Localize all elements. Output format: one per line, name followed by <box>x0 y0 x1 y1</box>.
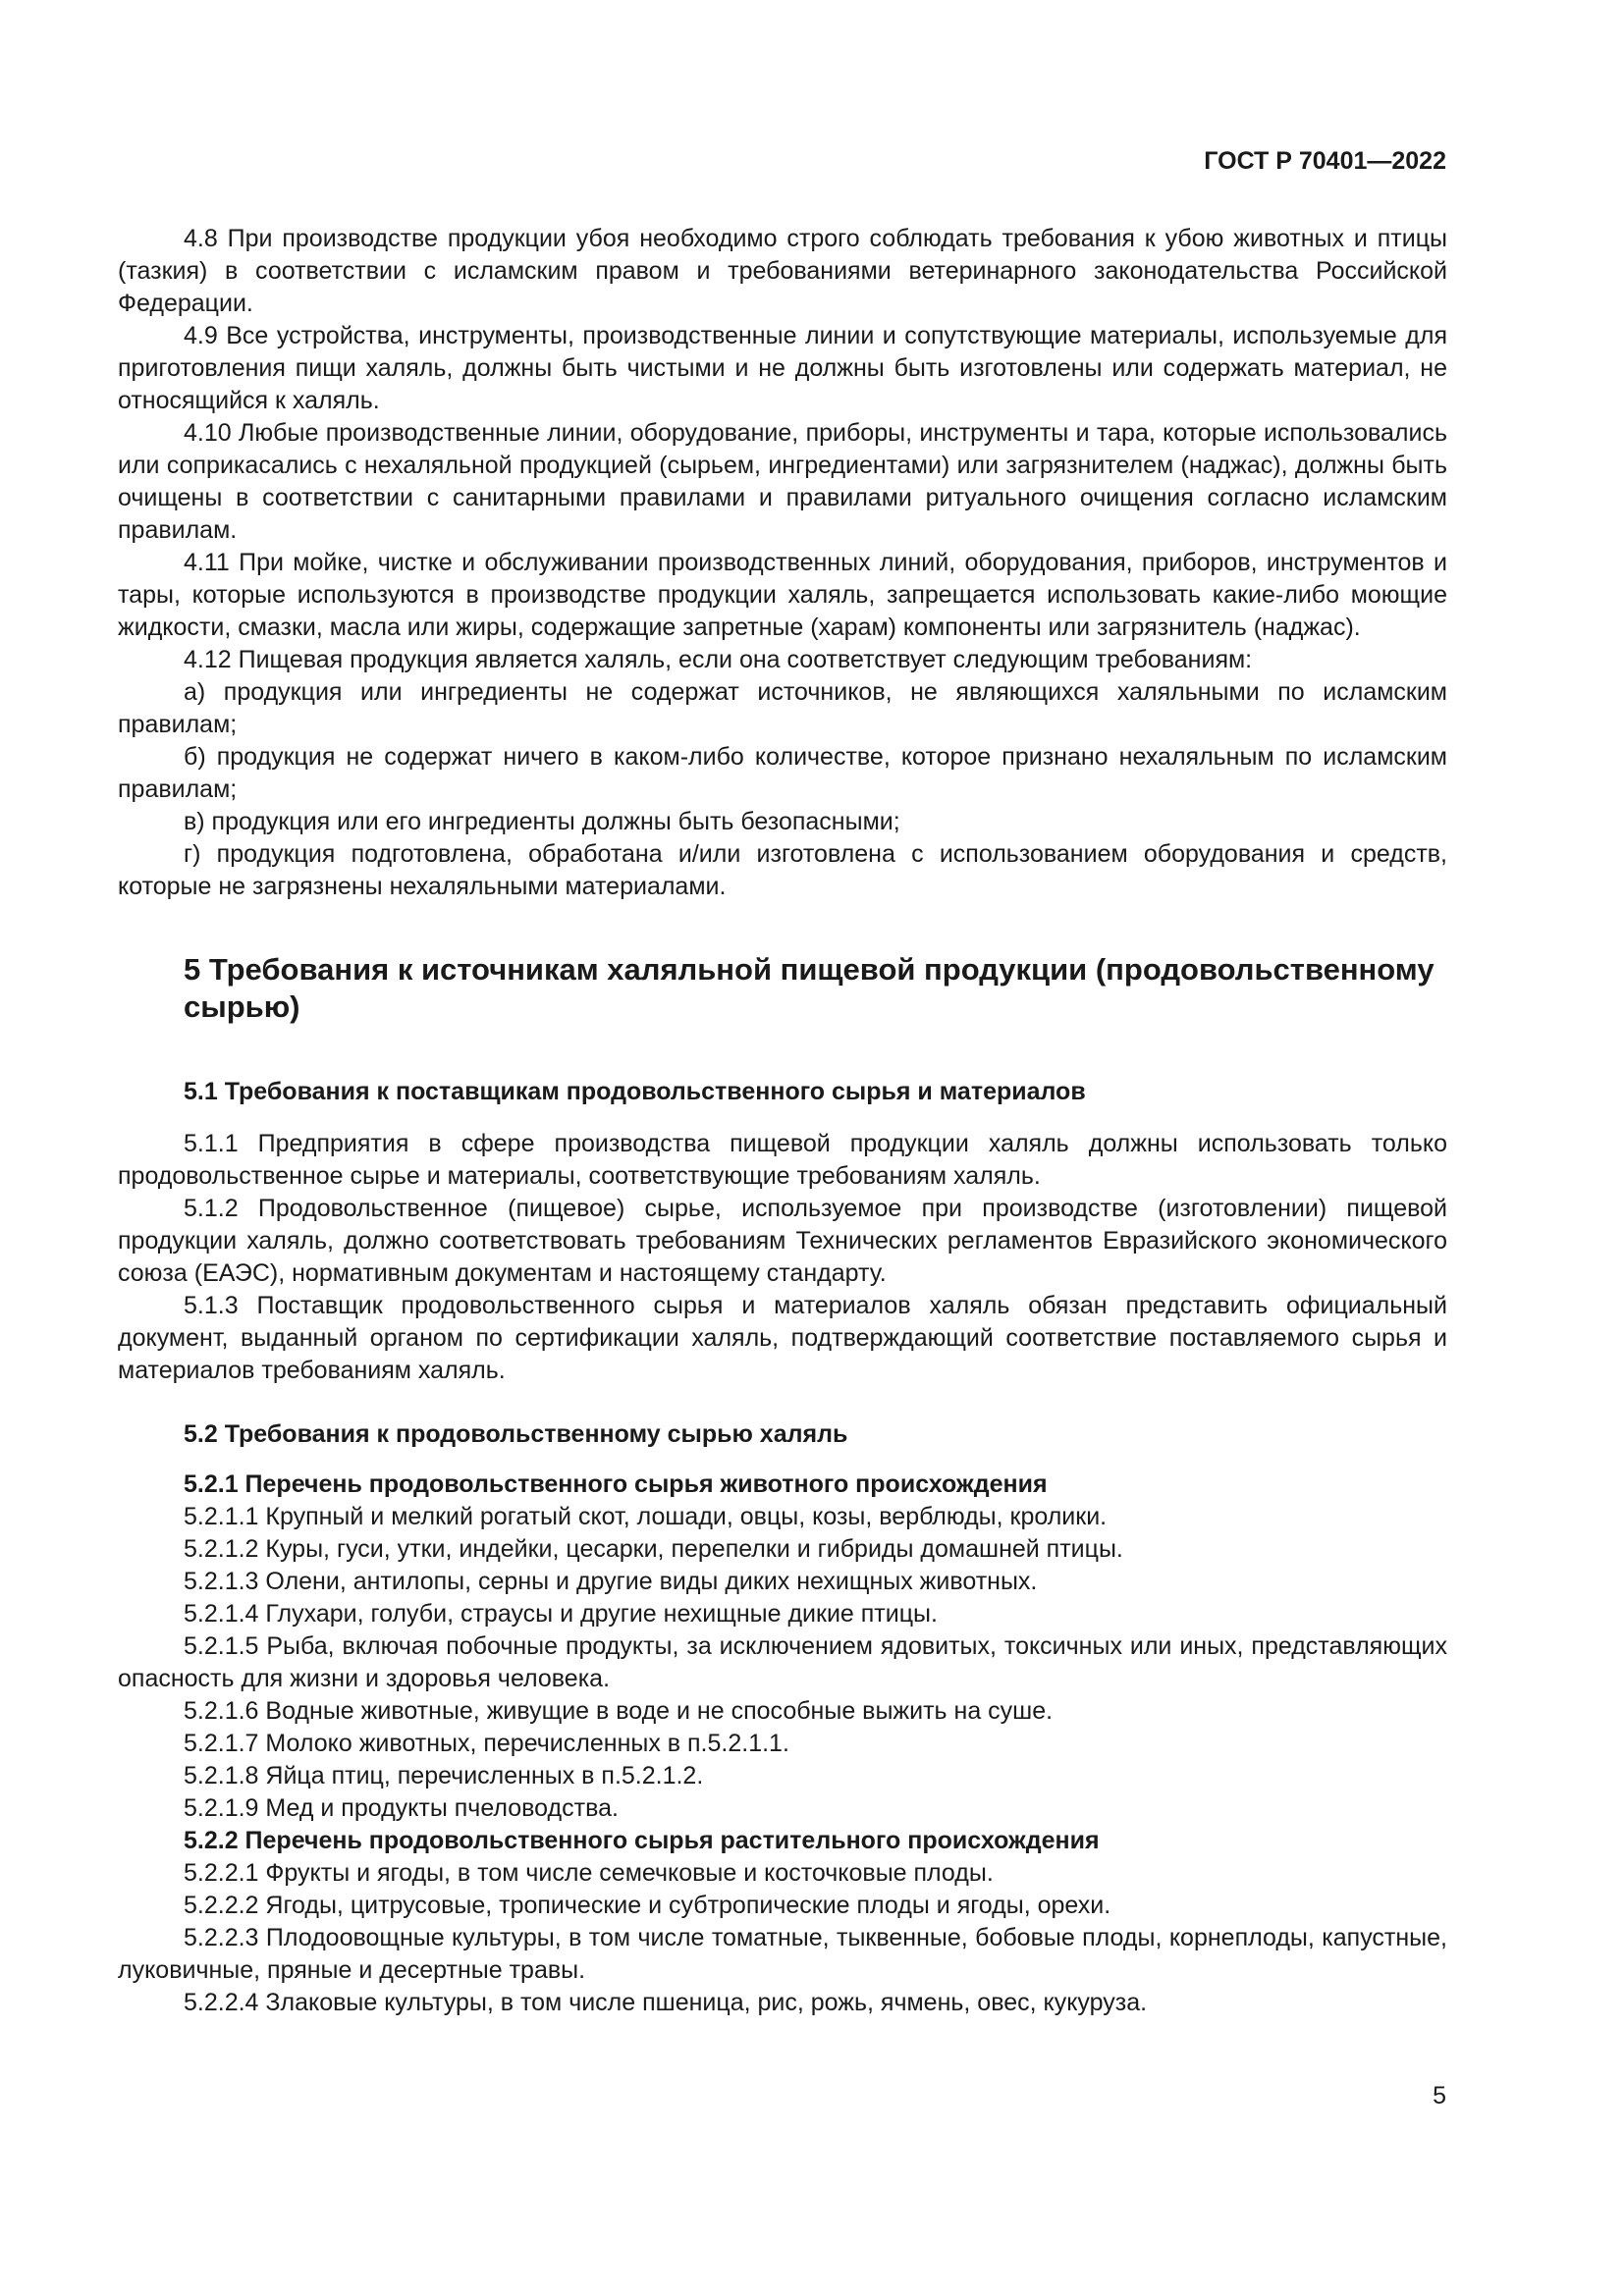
section-5-heading: 5 Требования к источникам халяльной пищевой продукции (продовольственному сырью) <box>184 952 1435 1024</box>
paragraph-5-2-2-4: 5.2.2.4 Злаковые культуры, в том числе пшеница, рис, рожь, ячмень, овес, кукуруза. <box>184 1989 1148 2016</box>
paragraph-5-2-1-7: 5.2.1.7 Молоко животных, перечисленных в п.5.2.1.1. <box>184 1730 789 1757</box>
paragraph-5-2-1-1: 5.2.1.1 Крупный и мелкий рогатый скот, лошади, овцы, козы, верблюды, кролики. <box>184 1503 1108 1530</box>
page-number: 5 <box>1433 2082 1446 2109</box>
paragraph-5-2-1-9: 5.2.1.9 Мед и продукты пчеловодства. <box>184 1794 619 1822</box>
paragraph-5-2-1-8: 5.2.1.8 Яйца птиц, перечисленных в п.5.2.1.2. <box>184 1762 704 1789</box>
paragraph-4-9: 4.9 Все устройства, инструменты, производственные линии и сопутствующие материалы, используемые для приготовления пищи халяль, должны быть чистыми и не должны быть изготовлены или содержать материал, не относящийся к халяль. <box>118 322 1447 414</box>
paragraph-5-2-1-5: 5.2.1.5 Рыба, включая побочные продукты, за исключением ядовитых, токсичных или иных, представляющих опасность для жизни и здоровья человека. <box>118 1632 1447 1692</box>
list-item-b: б) продукция не содержат ничего в каком-либо количестве, которое признано нехаляльным по исламским правилам; <box>118 743 1447 803</box>
list-item-v: в) продукция или его ингредиенты должны быть безопасными; <box>184 808 900 835</box>
paragraph-5-1-3: 5.1.3 Поставщик продовольственного сырья и материалов халяль обязан представить официальный документ, выданный органом по сертификации халяль, подтверждающий соответствие поставляемого сырья и материалов требованиям халяль. <box>118 1292 1447 1384</box>
paragraph-5-2-2-2: 5.2.2.2 Ягоды, цитрусовые, тропические и субтропические плоды и ягоды, орехи. <box>184 1892 1111 1919</box>
paragraph-5-2-2-heading: 5.2.2 Перечень продовольственного сырья растительного происхождения <box>184 1827 1100 1854</box>
paragraph-4-12: 4.12 Пищевая продукция является халяль, если она соответствует следующим требованиям: <box>184 646 1253 673</box>
paragraph-5-1-1: 5.1.1 Предприятия в сфере производства пищевой продукции халяль должны использовать только продовольственное сырье и материалы, соответствующие требованиям халяль. <box>118 1130 1447 1190</box>
list-item-a: а) продукция или ингредиенты не содержат источников, не являющихся халяльными по исламским правилам; <box>118 678 1447 738</box>
paragraph-4-10: 4.10 Любые производственные линии, оборудование, приборы, инструменты и тара, которые использовались или соприкасались с нехаляльной продукцией (сырьем, ингредиентами) или загрязнителем (наджас), должны быть очищены в соответствии с санитарными правилами и правилами ритуального очищения согласно исламским правилам. <box>118 419 1447 544</box>
paragraph-4-11: 4.11 При мойке, чистке и обслуживании производственных линий, оборудования, приборов, инструментов и тары, которые используются в производстве продукции халяль, запрещается использовать какие-либо моющие жидкости, смазки, масла или жиры, содержащие запретные (харам) компоненты или загрязнитель (наджас). <box>118 549 1447 641</box>
list-item-g: г) продукция подготовлена, обработана и/или изготовлена с использованием оборудования и средств, которые не загрязнены нехаляльными материалами. <box>118 840 1447 900</box>
paragraph-5-2-1-6: 5.2.1.6 Водные животные, живущие в воде и не способные выжить на суше. <box>184 1697 1054 1725</box>
document-code: ГОСТ Р 70401—2022 <box>1204 147 1446 175</box>
paragraph-4-8: 4.8 При производстве продукции убоя необходимо строго соблюдать требования к убою животных и птицы (тазкия) в соответствии с исламским правом и требованиями ветеринарного законодательства Российской Федерации. <box>118 225 1447 317</box>
subsection-5-2-heading: 5.2 Требования к продовольственному сырью халяль <box>184 1420 848 1448</box>
paragraph-5-1-2: 5.1.2 Продовольственное (пищевое) сырье, используемое при производстве (изготовлении) пищевой продукции халяль, должно соответствовать требованиям Технических регламентов Евразийского экономического союза (ЕАЭС), нормативным документам и настоящему стандарту. <box>118 1195 1447 1287</box>
paragraph-5-2-2-3: 5.2.2.3 Плодоовощные культуры, в том числе томатные, тыквенные, бобовые плоды, корнеплоды, капустные, луковичные, пряные и десертные травы. <box>118 1924 1447 1984</box>
paragraph-5-2-1-heading: 5.2.1 Перечень продовольственного сырья животного происхождения <box>184 1470 1048 1498</box>
paragraph-5-2-2-1: 5.2.2.1 Фрукты и ягоды, в том числе семечковые и косточковые плоды. <box>184 1859 994 1887</box>
paragraph-5-2-1-2: 5.2.1.2 Куры, гуси, утки, индейки, цесарки, перепелки и гибриды домашней птицы. <box>184 1535 1123 1563</box>
document-body <box>118 223 1447 2019</box>
subsection-5-1-heading: 5.1 Требования к поставщикам продовольственного сырья и материалов <box>184 1078 1086 1105</box>
paragraph-5-2-1-4: 5.2.1.4 Глухари, голуби, страусы и другие нехищные дикие птицы. <box>184 1600 938 1628</box>
paragraph-5-2-1-3: 5.2.1.3 Олени, антилопы, серны и другие виды диких нехищных животных. <box>184 1568 1038 1595</box>
